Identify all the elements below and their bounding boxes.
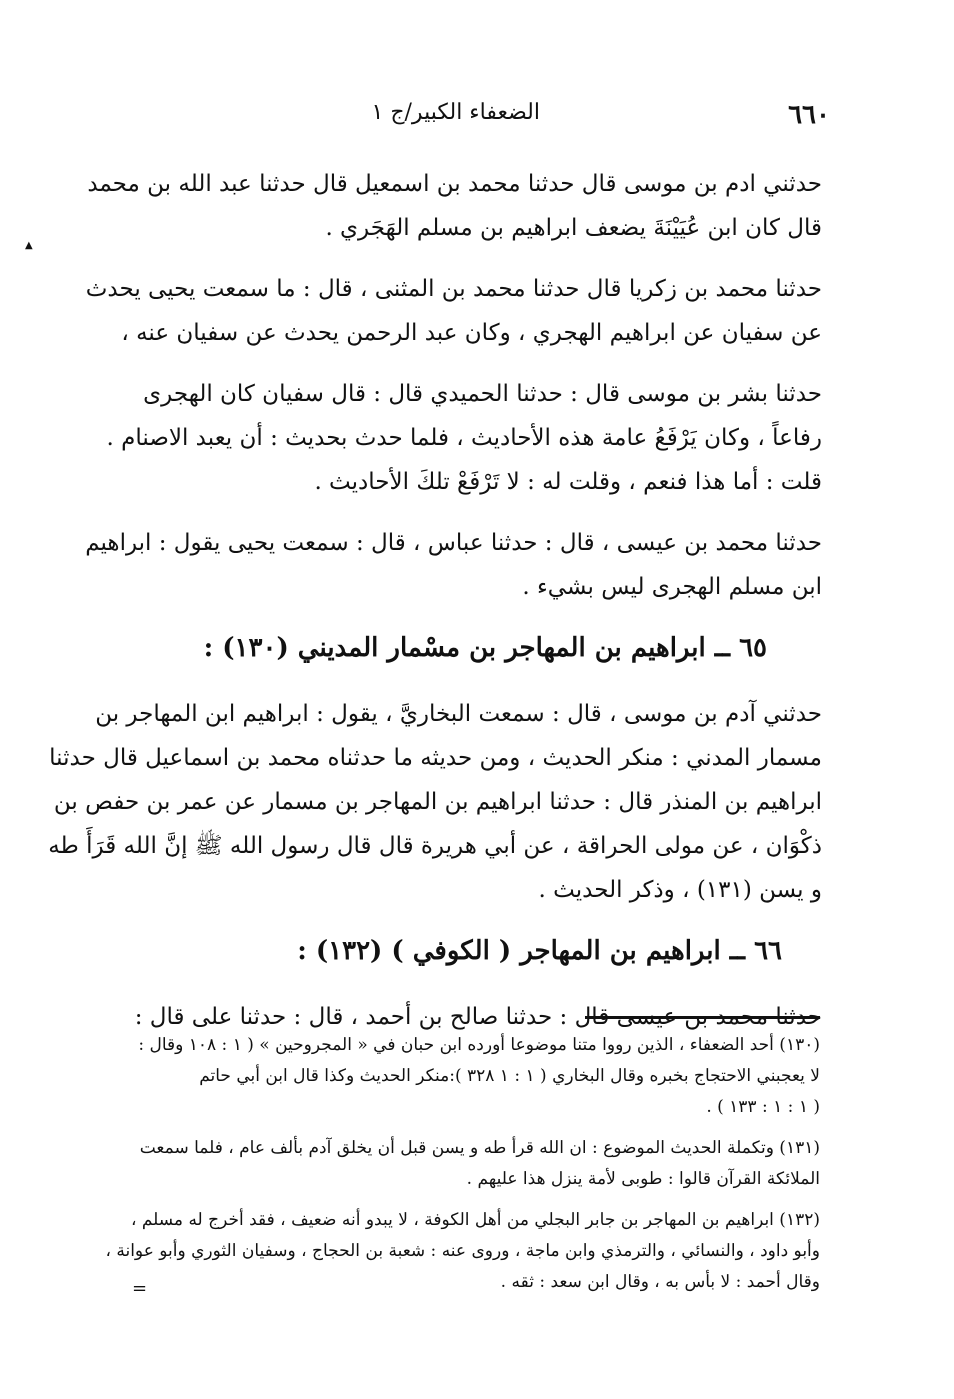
text-line: حدثنا محمد بن زكريا قال حدثنا محمد بن المثنى ، قال : ما سمعت يحيى يحدث	[85, 276, 822, 302]
paragraph-1	[87, 162, 822, 250]
footnote-line: (١٣٢) ابراهيم بن المهاجر بن جابر البجلي من أهل الكوفة ، لا يبدو أنه ضعيف ، فقد أخرج له مسلم ،	[130, 1210, 820, 1230]
footnote-line: (١٣٠) أحد الضعفاء ، الذين رووا متنا موضوعا أورده ابن حبان في « المجروحين » ( ١ : ١٠٨ وقال :	[138, 1035, 820, 1055]
text-line: قال كان ابن عُيَيْنَةَ يضعف ابراهيم بن مسلم الهَجَري .	[325, 215, 822, 241]
text-line: حدثني ادم بن موسى قال حدثنا محمد بن اسمعيل قال حدثنا عبد الله بن محمد	[87, 171, 822, 197]
continuation-mark: =	[132, 1278, 148, 1299]
footnote-line: لا يعجبني الاحتجاج بخبره وقال البخاري ( ١ : ١ ٣٢٨ ):منكر الحديث وكذا قال ابن أبي حاتم	[199, 1066, 820, 1086]
margin-dot: ▲	[25, 240, 33, 251]
footnote-line: الملائكة القرآن قالوا : طوبى لأمة ينزل هذا عليهم .	[466, 1169, 820, 1189]
running-title: الضعفاء الكبير/ج ١	[371, 100, 540, 125]
footnote-line: وأبو داود ، والنسائي ، والترمذي وابن ماجة ، وروى عنه : شعبة بن الحجاج ، وسفيان الثوري وأبو عوانة ،	[105, 1241, 820, 1261]
paragraph-5	[48, 692, 822, 912]
page-header	[130, 98, 830, 138]
entry-heading-66: ٦٦ ــ ابراهيم بن المهاجر ( الكوفي ) (١٣٢) :	[297, 936, 782, 966]
footnote-separator	[585, 1016, 820, 1019]
page-number: ٦٦٠	[788, 100, 830, 130]
footnote-132	[105, 1205, 820, 1298]
entry-heading-65: ٦٥ ــ ابراهيم بن المهاجر بن مسْمار المديني (١٣٠) :	[203, 633, 767, 663]
text-line: مسمار المدني : منكر الحديث ، ومن حديثه ما حدثناه محمد بن اسماعيل قال حدثنا	[49, 745, 822, 771]
text-line: ابن مسلم الهجرى ليس بشيء .	[522, 574, 822, 600]
paragraph-4	[85, 521, 822, 609]
main-text	[48, 162, 822, 1056]
footnotes	[105, 1030, 820, 1308]
text-line: حدثني آدم بن موسى ، قال : سمعت البخاريَّ ، يقول : ابراهيم ابن المهاجر بن	[95, 701, 822, 727]
text-line: حدثنا محمد بن عيسى قال : حدثنا صالح بن أحمد ، قال : حدثنا على قال :	[134, 1004, 822, 1030]
text-line: ابراهيم بن المنذر قال : حدثنا ابراهيم بن المهاجر بن مسمار عن عمر بن حفص بن	[53, 789, 822, 815]
footnote-line: (١٣١) وتكملة الحديث الموضوع : ان الله قرأ طه و يسن قبل أن يخلق آدم بألف عام ، فلما سمعت	[139, 1138, 820, 1158]
text-line: قلت : أما هذا فنعم ، وقلت له : لا تَرْفَعْ تلكَ الأحاديث .	[314, 469, 822, 495]
text-line: و يسن (١٣١) ، وذكر الحديث .	[538, 877, 822, 903]
paragraph-3	[106, 372, 822, 504]
footnote-131	[130, 1133, 820, 1195]
text-line: حدثنا محمد بن عيسى ، قال : حدثنا عباس ، قال : سمعت يحيى يقول : ابراهيم	[85, 530, 822, 556]
footnote-130	[130, 1030, 820, 1123]
text-line: عن سفيان عن ابراهيم الهجري ، وكان عبد الرحمن يحدث عن سفيان عنه ،	[121, 320, 822, 346]
footnote-line: ( ١ : ١ : ١٣٣ ) .	[706, 1097, 820, 1117]
text-line: رفاعاً ، وكان يَرْفَعُ عامة هذه الأحاديث ، فلما حدث بحديث : أن يعبد الاصنام .	[106, 425, 822, 451]
text-line: حدثنا بشر بن موسى قال : حدثنا الحميدي قال : قال سفيان كان الهجرى	[143, 381, 822, 407]
paragraph-2	[85, 267, 822, 355]
footnote-line: وقال أحمد : لا بأس به ، وقال ابن سعد : ثقه .	[500, 1272, 820, 1292]
text-line: ذكْوَان ، عن مولى الحراقة ، عن أبي هريرة قال قال رسول الله ﷺ إنَّ الله قَرَأَ طه	[48, 833, 822, 859]
